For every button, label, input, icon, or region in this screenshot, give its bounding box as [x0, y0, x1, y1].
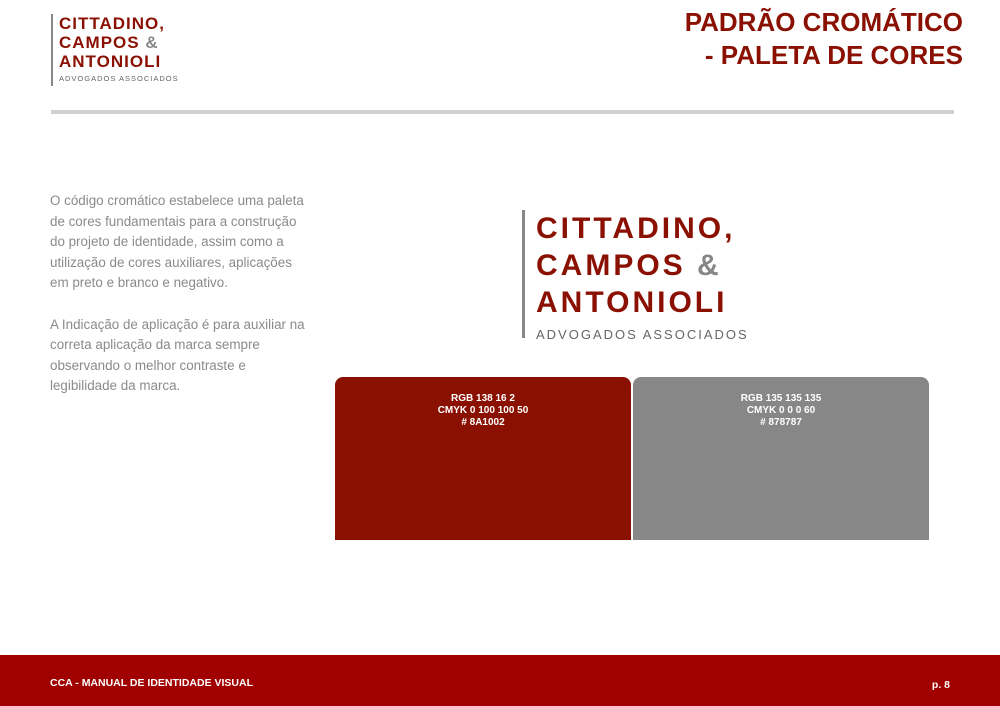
- page-title-line-1: PADRÃO CROMÁTICO: [684, 7, 963, 37]
- swatch-cmyk: CMYK 0 100 100 50: [437, 405, 529, 416]
- intro-paragraph-1: O código cromático estabelece uma paleta de cores fundamentais para a construção do projeto de identidade, assim como a utilização de cores auxiliares, aplicações em preto e branco e negativo.: [50, 193, 304, 290]
- footer-bar: [0, 655, 1000, 706]
- logo-campos: CAMPOS: [59, 33, 140, 52]
- swatch-hex: # 878787: [760, 417, 802, 428]
- swatch-rgb: RGB 135 135 135: [740, 393, 822, 404]
- logo-subtitle: ADVOGADOS ASSOCIADOS: [59, 74, 179, 83]
- header-logo: [51, 14, 179, 86]
- color-swatch-gray: [633, 377, 929, 540]
- swatch-hex: # 8A1002: [461, 417, 505, 428]
- main-logo-ampersand: &: [697, 249, 722, 282]
- color-swatch-red: [335, 377, 631, 540]
- main-logo: [522, 210, 749, 342]
- main-logo-subtitle: ADVOGADOS ASSOCIADOS: [536, 327, 749, 342]
- swatch-cmyk: CMYK 0 0 0 60: [746, 405, 816, 416]
- swatch-rgb: RGB 138 16 2: [451, 393, 515, 404]
- intro-paragraph-2: A Indicação de aplicação é para auxiliar na correta aplicação da marca sempre observando o melhor contraste e legibilidade da marca.: [50, 316, 305, 393]
- intro-text: [50, 191, 308, 418]
- logo-line-1: CITTADINO,: [59, 14, 166, 33]
- logo-line-3: ANTONIOLI: [59, 52, 162, 71]
- logo-line-2: [59, 33, 179, 52]
- main-logo-line-1: CITTADINO,: [536, 212, 736, 245]
- page-title-line-2: - PALETA DE CORES: [704, 40, 963, 70]
- page-number: p. 8: [931, 679, 950, 691]
- header-divider: [51, 110, 954, 114]
- footer-title: CCA - MANUAL DE IDENTIDADE VISUAL: [50, 677, 254, 689]
- page-title: [685, 6, 963, 72]
- main-logo-line-2: [536, 247, 749, 284]
- main-logo-campos: CAMPOS: [536, 249, 686, 282]
- main-logo-line-3: ANTONIOLI: [536, 286, 728, 319]
- logo-ampersand: &: [145, 33, 159, 52]
